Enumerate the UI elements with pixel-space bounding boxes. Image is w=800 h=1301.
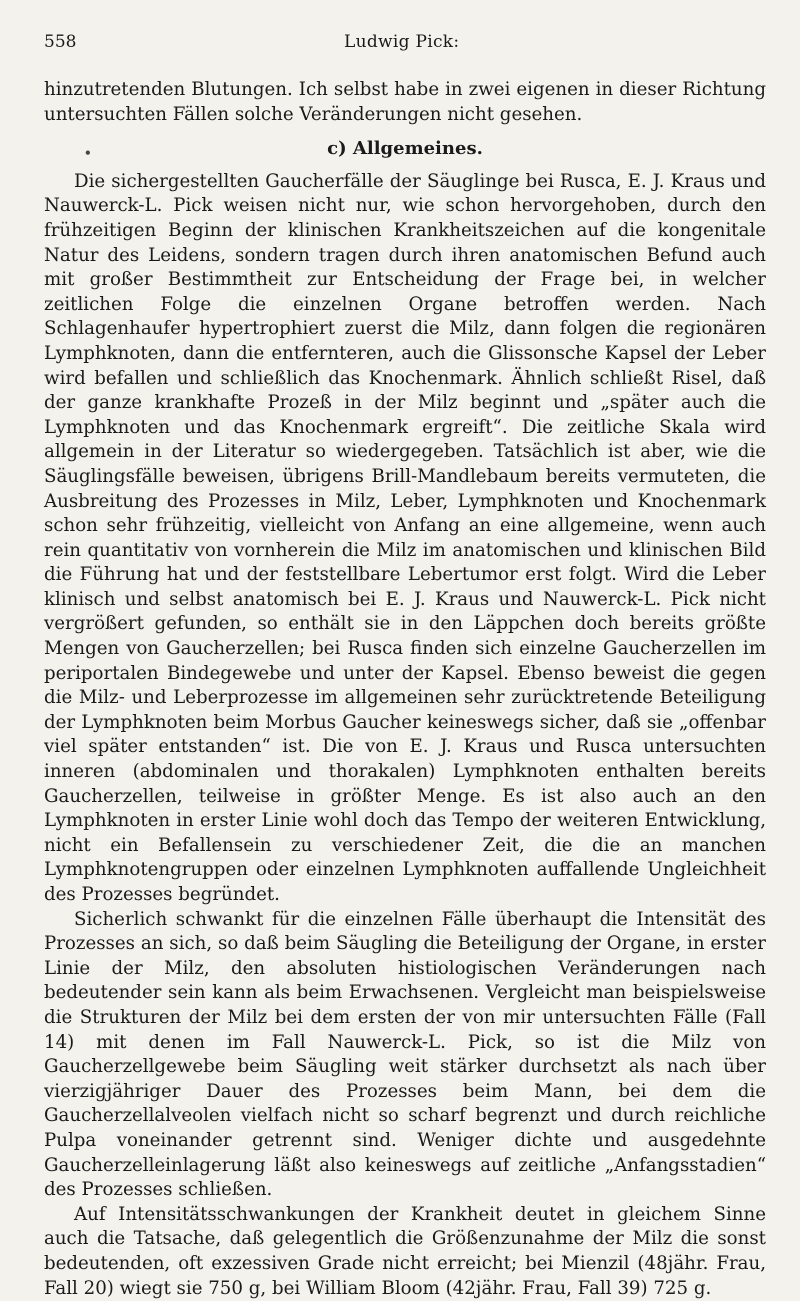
paragraph-2: Sicherlich schwankt für die einzelnen Fälle überhaupt die Intensität des Prozesses an sich, so daß beim Säugling die Beteiligung der Organe, in erster Linie der Milz, den absoluten histiologischen Veränderungen nach bedeutender sein kann als beim Erwachsenen. Vergleicht man beispielsweise die Strukturen der Milz bei dem ersten der von mir untersuchten Fälle (Fall 14) mit denen im Fall Nauwerck-L. Pick, so ist die Milz von Gaucherzellgewebe beim Säugling weit stärker durchsetzt als nach über vierzigjähriger Dauer des Prozesses beim Mann, bei dem die Gaucherzellalveolen vielfach nicht so scharf begrenzt und durch reichliche Pulpa voneinander getrennt sind. Weniger dichte und ausgedehnte Gaucherzelleinlagerung läßt also keineswegs auf zeitliche „Anfangsstadien“ des Prozesses schließen. — [44, 908, 766, 1201]
section-heading-text: c) Allgemeines. — [327, 138, 483, 160]
paragraph-continuation: hinzutretenden Blutungen. Ich selbst habe in zwei eigenen in dieser Richtung untersuchten Fällen solche Veränderungen nicht gesehen. — [44, 79, 766, 125]
page-header — [44, 30, 756, 60]
page-number: 558 — [44, 32, 77, 52]
paragraph-1: Die sichergestellten Gaucherfälle der Säuglinge bei Rusca, E. J. Kraus und Nauwerck-L. Pick weisen nicht nur, wie schon hervorgehoben, durch den frühzeitigen Beginn der klinischen Krankheitszeichen auf die kongenitale Natur des Leidens, sondern tragen durch ihren anatomischen Befund auch mit großer Bestimmtheit zur Entscheidung der Frage bei, in welcher zeitlichen Folge die einzelnen Organe betroffen werden. Nach Schlagenhaufer hypertrophiert zuerst die Milz, dann folgen die regionären Lymphknoten, dann die entfernteren, auch die Glissonsche Kapsel der Leber wird befallen und schließlich das Knochenmark. Ähnlich schließt Risel, daß der ganze krankhafte Prozeß in der Milz beginnt und „später auch die Lymphknoten und das Knochenmark ergreift“. Die zeitliche Skala wird allgemein in der Literatur so wiedergegeben. Tatsächlich ist aber, wie die Säuglingsfälle beweisen, übrigens Brill-Mandlebaum bereits vermuteten, die Ausbreitung des Prozesses in Milz, Leber, Lymphknoten und Knochenmark schon sehr frühzeitig, vielleicht von Anfang an eine allgemeine, wenn auch rein quantitativ von vornherein die Milz im anatomischen und klinischen Bild die Führung hat und der feststellbare Lebertumor erst folgt. Wird die Leber klinisch und selbst anatomisch bei E. J. Kraus und Nauwerck-L. Pick nicht vergrößert gefunden, so enthält sie in den Läppchen doch bereits größte Mengen von Gaucherzellen; bei Rusca finden sich einzelne Gaucherzellen im periportalen Bindegewebe und unter der Kapsel. Ebenso beweist die gegen die Milz- und Leberprozesse im allgemeinen sehr zurücktretende Beteiligung der Lymphknoten beim Morbus Gaucher keineswegs sicher, daß sie „offenbar viel später entstanden“ ist. Die von E. J. Kraus und Rusca untersuchten inneren (abdominalen und thorakalen) Lymphknoten enthalten bereits Gaucherzellen, teilweise in größter Menge. Es ist also auch an den Lymphknoten in erster Linie wohl doch das Tempo der weiteren Entwicklung, nicht ein Befallensein zu verschiedener Zeit, die die an manchen Lymphknotengruppen oder einzelnen Lymphknoten auffallende Ungleichheit des Prozesses begründet. — [44, 170, 766, 905]
running-head: Ludwig Pick: — [344, 32, 460, 52]
section-heading — [44, 137, 766, 162]
body-text — [44, 78, 766, 1301]
paragraph-3: Auf Intensitätsschwankungen der Krankheit deutet in gleichem Sinne auch die Tatsache, daß gelegentlich die Größenzunahme der Milz die sonst bedeutenden, oft exzessiven Grade nicht erreicht; bei Mienzil (48jähr. Frau, Fall 20) wiegt sie 750 g, bei William Bloom (42jähr. Frau, Fall 39) 725 g. — [44, 1203, 766, 1299]
bullet-mark: • — [84, 146, 92, 161]
